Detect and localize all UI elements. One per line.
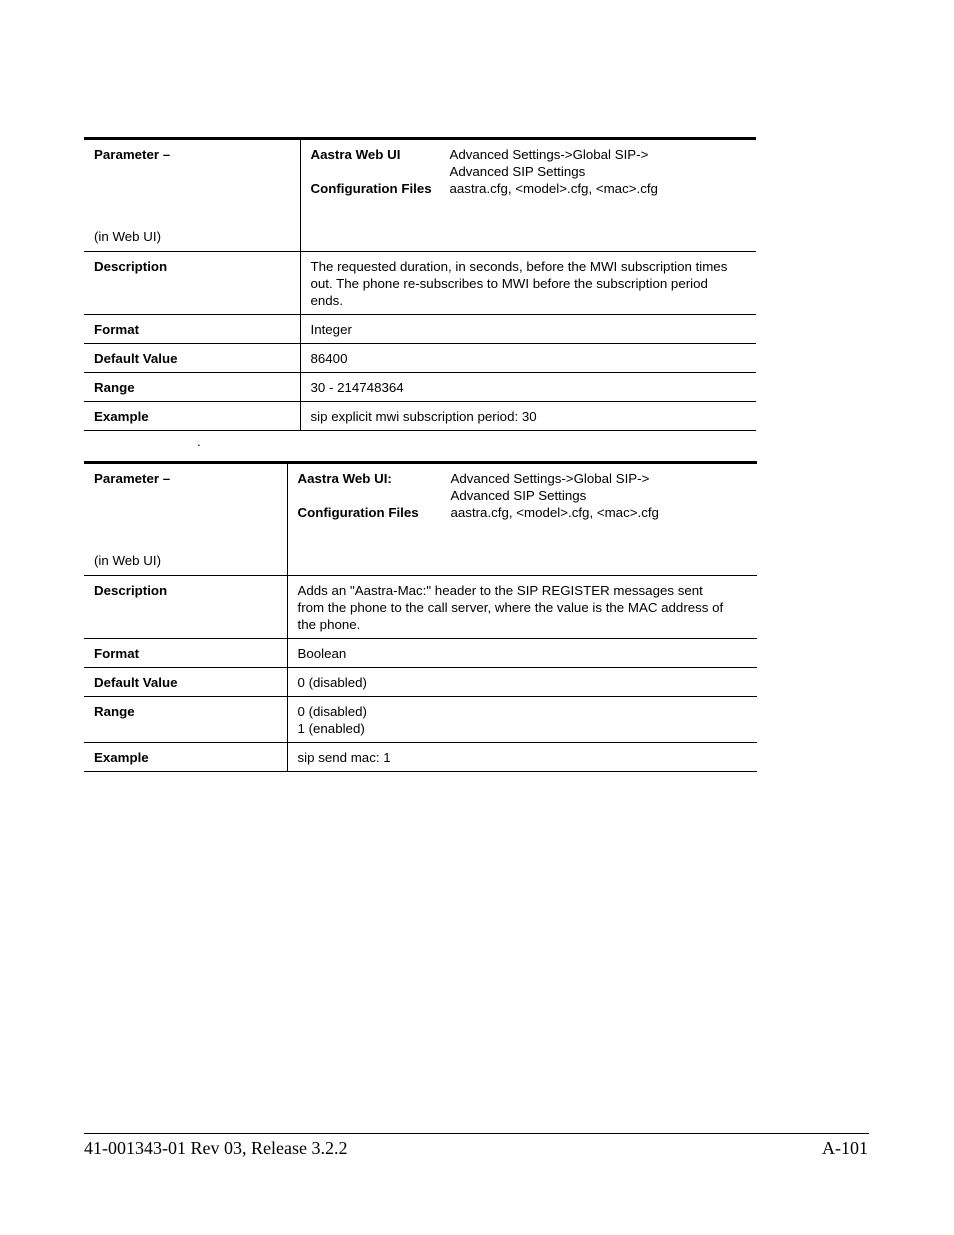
row-value: Boolean <box>287 639 757 668</box>
row-value: 0 (disabled) <box>287 668 757 697</box>
parameter-note: (in Web UI) <box>94 229 161 244</box>
row-value: sip send mac: 1 <box>287 743 757 772</box>
webui-value <box>450 146 747 180</box>
row-label: Format <box>84 315 300 344</box>
config-key: Configuration Files <box>310 181 432 196</box>
table-header-row <box>84 463 757 576</box>
row-label: Default Value <box>84 668 287 697</box>
row-label: Range <box>84 373 300 402</box>
description-line: the phone. <box>297 617 361 632</box>
table-row-description <box>84 576 757 639</box>
table-row-default-value <box>84 344 756 373</box>
webui-value <box>451 470 748 504</box>
webui-path: Advanced Settings->Global SIP-> <box>449 147 649 162</box>
description-line: Adds an "Aastra-Mac:" header to the SIP REGISTER messages sent <box>297 583 703 598</box>
footer-doc-id: 41-001343-01 Rev 03, Release 3.2.2 <box>84 1138 348 1158</box>
description-line: ends. <box>310 293 344 308</box>
row-label: Description <box>84 576 287 639</box>
description-line: out. The phone re-subscribes to MWI before the subscription period <box>310 276 708 291</box>
row-value: Integer <box>300 315 756 344</box>
row-label: Range <box>84 697 287 743</box>
description-line: from the phone to the call server, where the value is the MAC address of <box>297 600 724 615</box>
parameter-cell <box>84 463 287 576</box>
table-row-format <box>84 315 756 344</box>
webui-path-cont: Advanced SIP Settings <box>450 488 587 503</box>
table-row-example <box>84 743 757 772</box>
row-value: 30 - 214748364 <box>300 373 756 402</box>
footer-divider <box>84 1133 869 1134</box>
description-line: The requested duration, in seconds, before the MWI subscription times <box>310 259 728 274</box>
table-row-example <box>84 402 756 431</box>
row-label: Description <box>84 252 300 315</box>
parameter-table-mwi-subscription <box>84 137 756 431</box>
separator-text: . <box>197 434 201 449</box>
parameter-location-cell <box>300 139 756 252</box>
config-key: Configuration Files <box>297 505 419 520</box>
webui-path-cont: Advanced SIP Settings <box>449 164 586 179</box>
footer-page-number: A-101 <box>822 1138 868 1158</box>
webui-path: Advanced Settings->Global SIP-> <box>450 471 650 486</box>
row-value: sip explicit mwi subscription period: 30 <box>300 402 756 431</box>
table-row-range <box>84 373 756 402</box>
row-value <box>300 252 756 315</box>
webui-key: Aastra Web UI: <box>297 471 392 486</box>
table-row-description <box>84 252 756 315</box>
webui-key: Aastra Web UI <box>310 147 401 162</box>
row-label: Example <box>84 743 287 772</box>
row-label: Example <box>84 402 300 431</box>
table-row-default-value <box>84 668 757 697</box>
row-value <box>287 697 757 743</box>
row-label: Format <box>84 639 287 668</box>
config-value: aastra.cfg, <model>.cfg, <mac>.cfg <box>449 181 658 196</box>
parameter-location-cell <box>287 463 757 576</box>
table-row-range <box>84 697 757 743</box>
config-value: aastra.cfg, <model>.cfg, <mac>.cfg <box>450 505 659 520</box>
row-label: Default Value <box>84 344 300 373</box>
row-value <box>287 576 757 639</box>
table-header-row <box>84 139 756 252</box>
parameter-label: Parameter – <box>94 147 171 162</box>
row-value: 86400 <box>300 344 756 373</box>
parameter-label: Parameter – <box>94 471 171 486</box>
table-row-format <box>84 639 757 668</box>
parameter-cell <box>84 139 300 252</box>
parameter-table-sip-send-mac <box>84 461 757 772</box>
parameter-note: (in Web UI) <box>94 553 161 568</box>
range-line: 1 (enabled) <box>297 721 365 736</box>
range-line: 0 (disabled) <box>297 704 367 719</box>
